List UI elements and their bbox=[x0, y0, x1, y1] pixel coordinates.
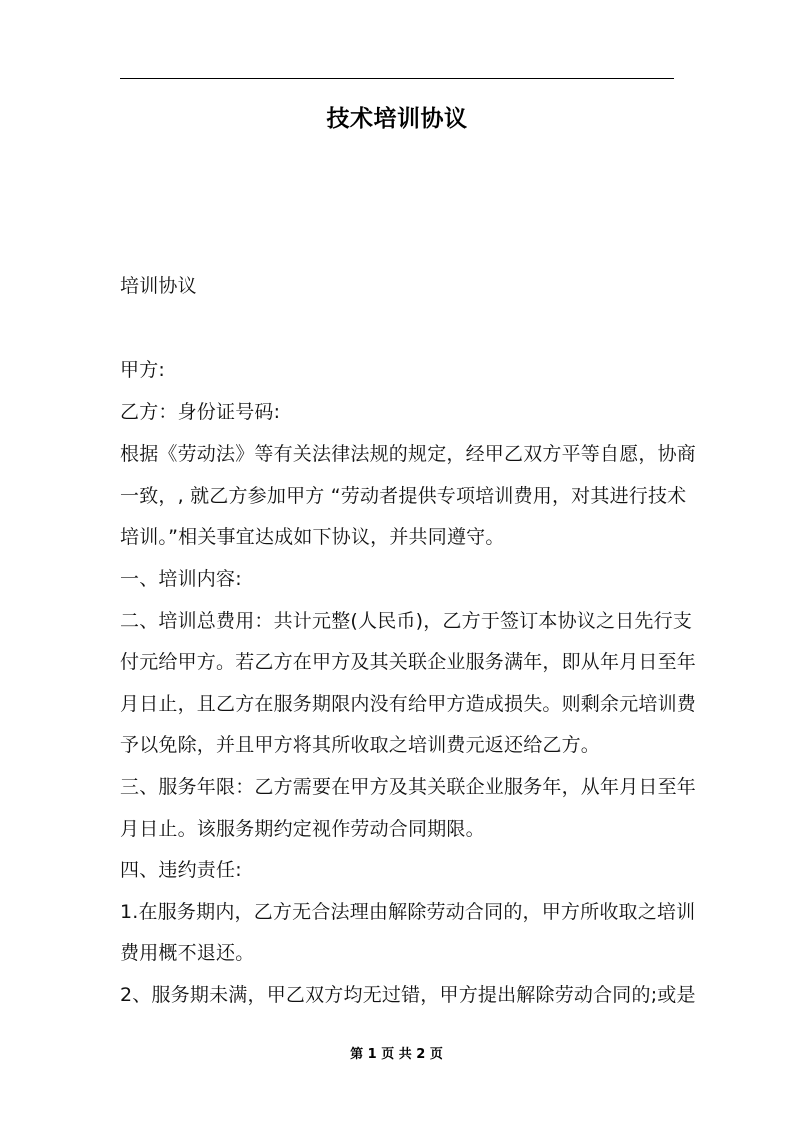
text-line: 1.在服务期内，乙方无合法理由解除劳动合同的，甲方所收取之培训 bbox=[120, 901, 696, 923]
document-title: 技术培训协议 bbox=[326, 106, 468, 132]
text-line: 2、服务期未满，甲乙双方均无过错，甲方提出解除劳动合同的;或是 bbox=[120, 984, 696, 1006]
text-line: 付元给甲方。若乙方在甲方及其关联企业服务满年，即从年月日至年 bbox=[120, 651, 697, 673]
text-line: 一、培训内容: bbox=[120, 568, 242, 590]
text-line: 月日止，且乙方在服务期限内没有给甲方造成损失。则剩余元培训费 bbox=[120, 693, 697, 715]
text-line: 月日止。该服务期约定视作劳动合同期限。 bbox=[120, 818, 485, 840]
text-line: 费用概不退还。 bbox=[120, 942, 255, 964]
text-line: 根据《劳动法》等有关法律法规的规定，经甲乙双方平等自愿，协商 bbox=[120, 443, 697, 465]
text-line: 二、培训总费用：共计元整(人民币)，乙方于签订本协议之日先行支 bbox=[120, 610, 693, 632]
text-line: 一致，, 就乙方参加甲方 “劳动者提供专项培训费用，对其进行技术 bbox=[120, 485, 687, 507]
text-line: 甲方: bbox=[120, 359, 166, 381]
text-line: 三、服务年限：乙方需要在甲方及其关联企业服务年，从年月日至年 bbox=[120, 776, 697, 798]
text-line: 予以免除，并且甲方将其所收取之培训费元返还给乙方。 bbox=[120, 734, 601, 756]
text-line: 四、违约责任: bbox=[120, 859, 242, 881]
header-rule bbox=[120, 78, 674, 79]
text-line: 乙方：身份证号码: bbox=[120, 401, 281, 423]
section-subtitle: 培训协议 bbox=[120, 275, 197, 297]
page-footer: 第 1 页 共 2 页 bbox=[350, 1047, 443, 1062]
text-line: 培训。”相关事宜达成如下协议，并共同遵守。 bbox=[120, 526, 505, 548]
